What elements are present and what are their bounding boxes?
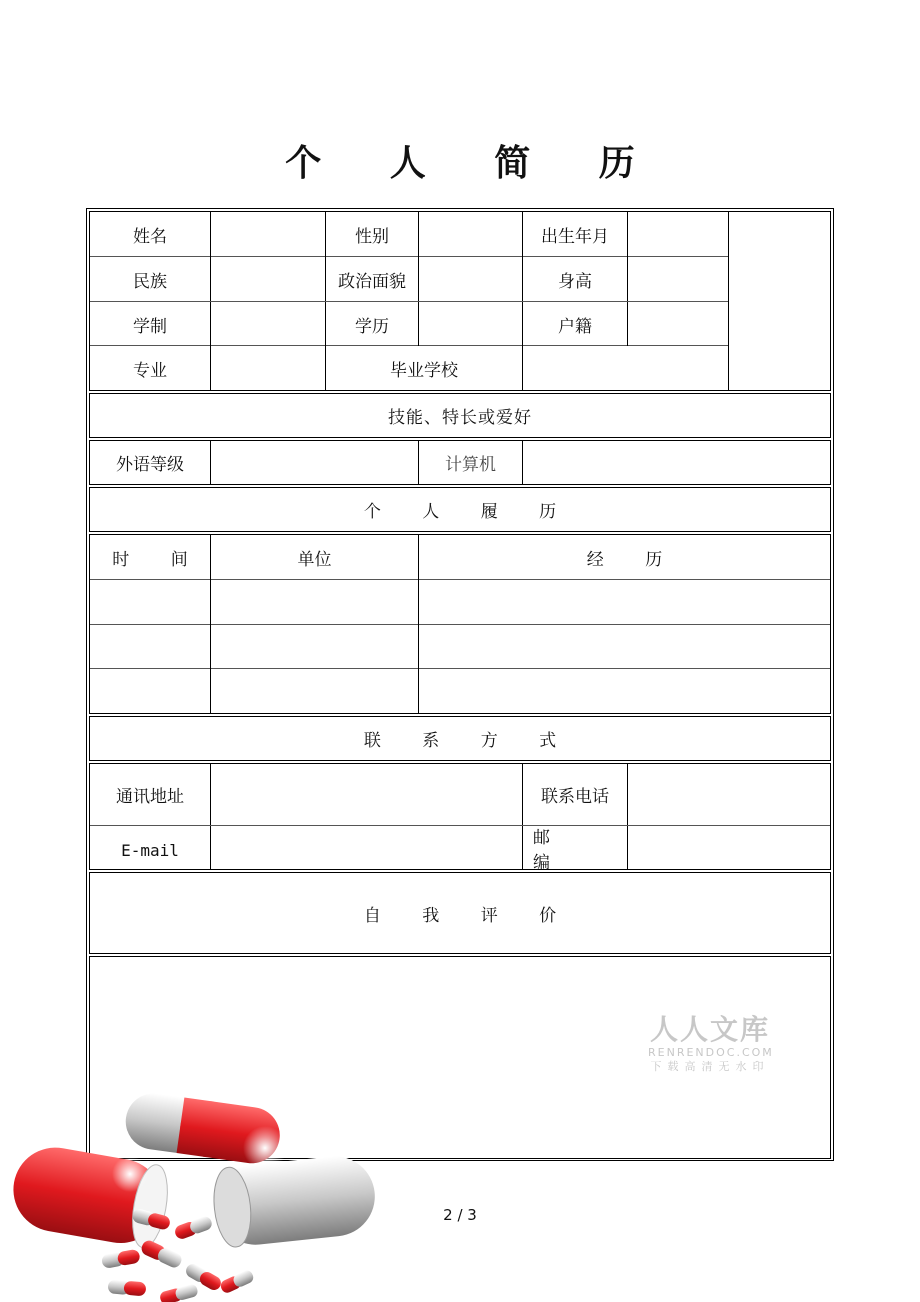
gender-field[interactable] (418, 212, 522, 257)
contact-header-text: 联 系 方 式 (363, 731, 575, 751)
self-eval-header (90, 873, 830, 953)
resume-header-row (89, 487, 831, 532)
ethnicity-field[interactable] (210, 257, 325, 301)
resume-header-text: 个 人 履 历 (363, 502, 575, 522)
skills-header: 技能、特长或爱好 (388, 408, 532, 428)
major-label: 专业 (133, 360, 167, 381)
capsule-grey-open (210, 1152, 378, 1248)
language-field[interactable] (210, 441, 418, 484)
computer-field[interactable] (522, 441, 830, 484)
ethnicity-label: 民族 (133, 271, 167, 292)
education-field[interactable] (418, 302, 522, 346)
watermark-domain: RENRENDOC.COM (648, 1046, 774, 1059)
resume-header (90, 488, 830, 531)
basic-info-section (89, 211, 831, 391)
gender-label: 性别 (325, 212, 418, 257)
col-experience-header (418, 535, 830, 579)
email-label: E-mail (121, 841, 179, 860)
phone-field[interactable] (627, 764, 830, 825)
contact-header (90, 717, 830, 760)
computer-label: 计算机 (418, 441, 522, 484)
address-label: 通讯地址 (116, 787, 184, 807)
postcode-field[interactable] (627, 826, 830, 869)
email-field[interactable] (210, 826, 522, 869)
postcode-label (522, 826, 627, 873)
politics-field[interactable] (418, 257, 522, 301)
col-time-header (90, 535, 210, 579)
page-number: 2 / 3 (443, 1206, 477, 1224)
major-field[interactable] (210, 346, 325, 390)
language-label: 外语等级 (116, 455, 184, 475)
capsule-red-open (7, 1141, 173, 1250)
col-experience-text: 经 历 (586, 549, 681, 570)
pills-image (0, 1090, 400, 1302)
hukou-label: 户籍 (522, 302, 627, 346)
birth-label: 出生年月 (522, 212, 627, 257)
watermark-slogan: 下载高清无水印 (650, 1060, 770, 1073)
politics-label: 政治面貌 (325, 257, 418, 301)
watermark-brand: 人人文库 (649, 1013, 770, 1046)
name-label: 姓名 (133, 227, 167, 247)
birth-field[interactable] (627, 212, 728, 257)
col-unit-header: 单位 (210, 535, 418, 579)
self-eval-header-text: 自 我 评 价 (363, 905, 575, 926)
photo-area[interactable] (728, 212, 830, 390)
school-label: 毕业学校 (325, 346, 522, 390)
self-eval-header-row (89, 872, 831, 954)
skills-row (89, 440, 831, 485)
table-row[interactable] (90, 580, 830, 624)
height-label: 身高 (522, 257, 627, 301)
skills-header-row (89, 393, 831, 438)
page-title: 个 人 简 历 (285, 142, 663, 184)
watermark (648, 1014, 772, 1074)
schooling-label: 学制 (133, 316, 167, 337)
hukou-field[interactable] (627, 302, 728, 346)
name-field[interactable] (210, 212, 325, 257)
contact-table (89, 763, 831, 873)
schooling-field[interactable] (210, 302, 325, 346)
education-label: 学历 (325, 302, 418, 346)
school-field[interactable] (522, 346, 728, 390)
address-field[interactable] (210, 764, 522, 825)
table-row[interactable] (90, 669, 830, 713)
height-field[interactable] (627, 257, 728, 301)
contact-header-row (89, 716, 831, 761)
phone-label: 联系电话 (522, 764, 627, 825)
resume-table (89, 534, 831, 714)
table-row[interactable] (90, 625, 830, 668)
postcode-label-text: 邮 编 (533, 827, 576, 873)
col-time-text: 时 间 (112, 549, 206, 570)
